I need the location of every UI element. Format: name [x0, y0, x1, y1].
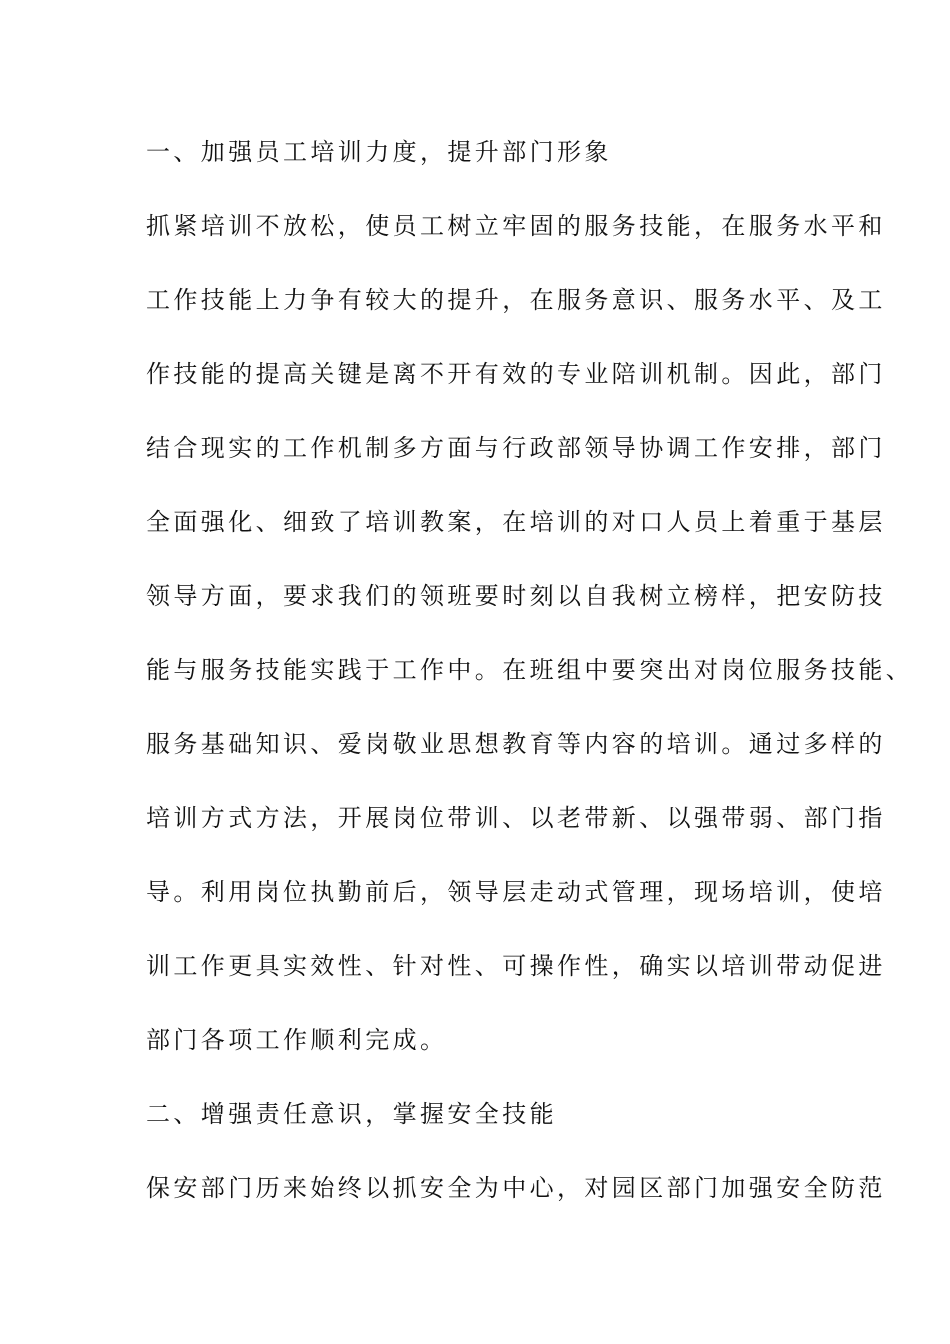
paragraph-line: 领导方面，要求我们的领班要时刻以自我树立榜样，把安防技 — [146, 582, 886, 610]
paragraph-line: 服务基础知识、爱岗敬业思想教育等内容的培训。通过多样的 — [146, 730, 886, 758]
paragraph-line: 能与服务技能实践于工作中。在班组中要突出对岗位服务技能、 — [146, 656, 914, 684]
paragraph-line: 作技能的提高关键是离不开有效的专业陪训机制。因此，部门 — [146, 360, 886, 388]
paragraph-line: 训工作更具实效性、针对性、可操作性，确实以培训带动促进 — [146, 952, 886, 980]
paragraph-line: 导。利用岗位执勤前后，领导层走动式管理，现场培训，使培 — [146, 878, 886, 906]
section-heading-1: 一、加强员工培训力度，提升部门形象 — [146, 138, 612, 166]
paragraph-line: 结合现实的工作机制多方面与行政部领导协调工作安排，部门 — [146, 434, 886, 462]
section-heading-2: 二、增强责任意识，掌握安全技能 — [146, 1100, 557, 1128]
paragraph-line: 部门各项工作顺利完成。 — [146, 1026, 448, 1054]
paragraph-line: 保安部门历来始终以抓安全为中心，对园区部门加强安全防范 — [146, 1174, 886, 1202]
paragraph-line: 培训方式方法，开展岗位带训、以老带新、以强带弱、部门指 — [146, 804, 886, 832]
paragraph-line: 全面强化、细致了培训教案，在培训的对口人员上着重于基层 — [146, 508, 886, 536]
paragraph-line: 工作技能上力争有较大的提升，在服务意识、服务水平、及工 — [146, 286, 886, 314]
paragraph-line: 抓紧培训不放松，使员工树立牢固的服务技能，在服务水平和 — [146, 212, 886, 240]
